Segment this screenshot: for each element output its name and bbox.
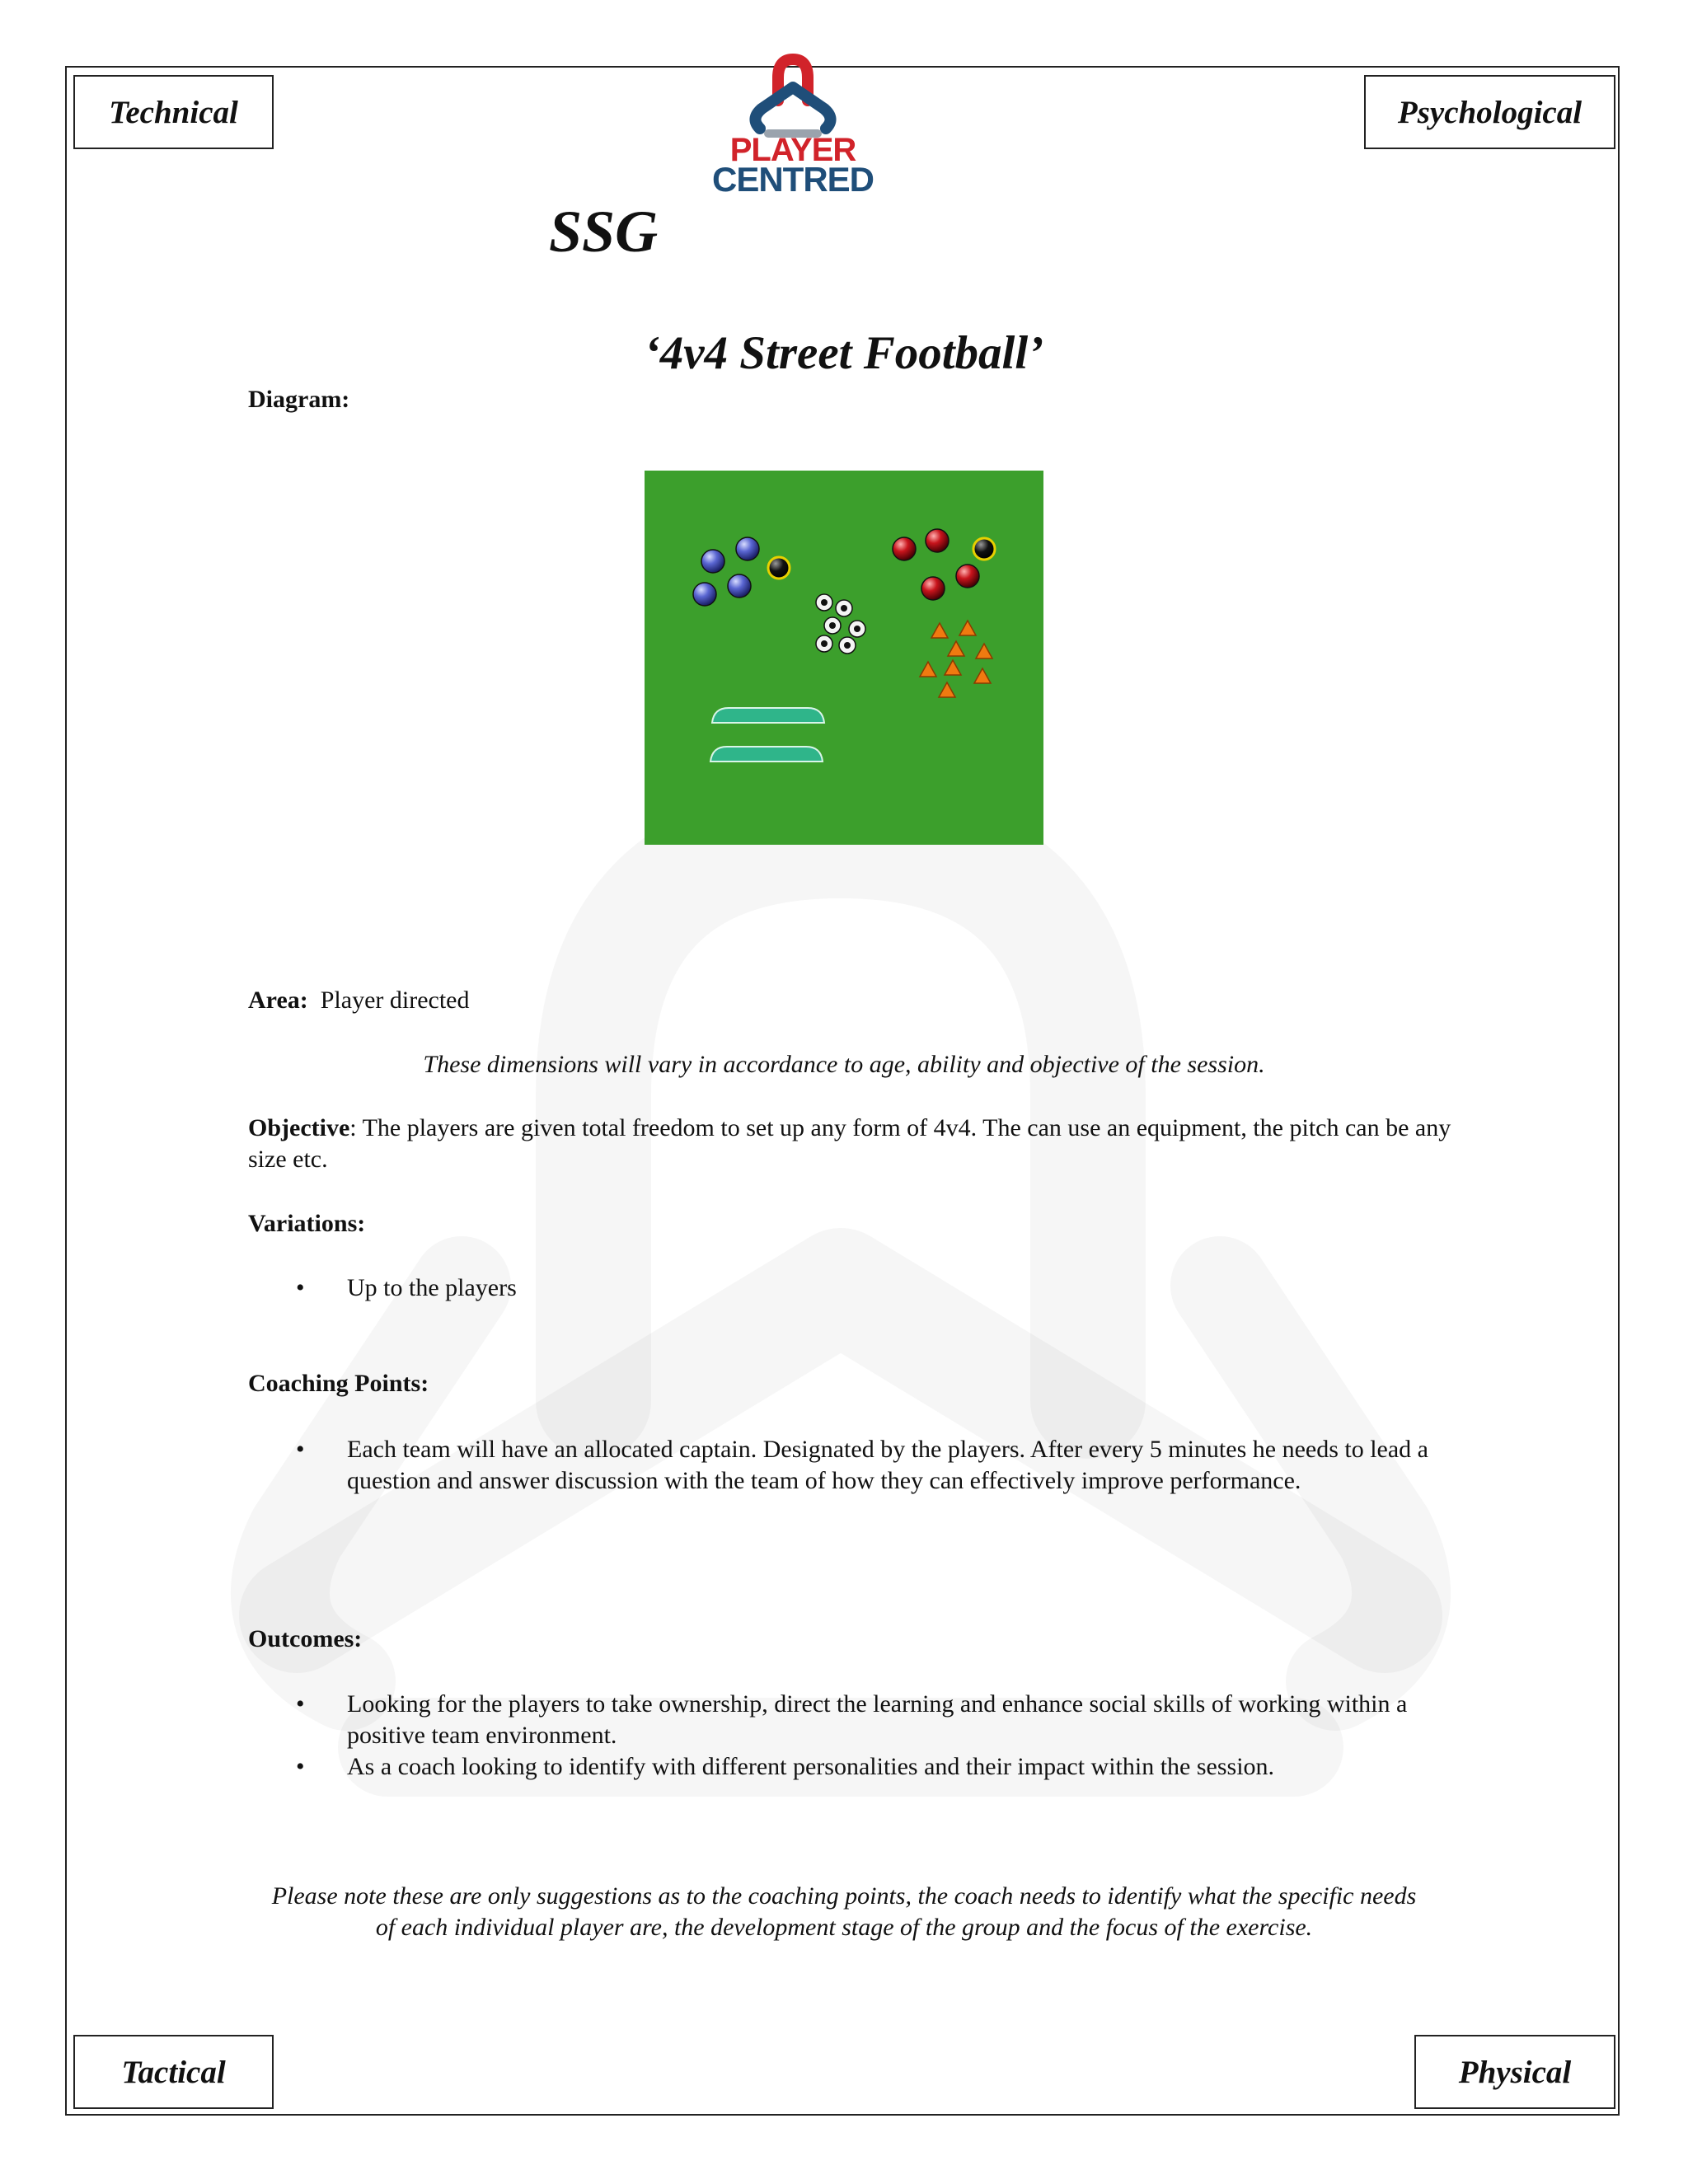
coaching-point-text: Each team will have an allocated captain. Designated by the players. After every 5 minutes he needs to lead a question and answer discussion with the team of how they can effectively improve performance. (347, 1436, 1428, 1494)
area-label: Area: (248, 987, 308, 1014)
area-value: Player directed (320, 987, 470, 1014)
variation-text: Up to the players (347, 1274, 517, 1301)
corner-label-psychological: Psychological (1364, 75, 1615, 149)
red-player (956, 565, 979, 588)
outcome-text: Looking for the players to take ownership, direct the learning and enhance social skills of working within a positive team environment. (347, 1690, 1408, 1749)
red-player (921, 577, 945, 600)
dimensions-note: These dimensions will vary in accordance to age, ability and objective of the session. (423, 1051, 1265, 1078)
diagram-label: Diagram: (248, 386, 350, 413)
logo-emblem-icon (702, 49, 884, 140)
logo-text-centred: CENTRED (711, 160, 874, 199)
red-player (893, 537, 916, 560)
bullet-icon: • (296, 1436, 305, 1463)
football-icon (816, 594, 832, 611)
objective-label: Objective (248, 1114, 350, 1141)
football-icon (816, 635, 832, 652)
footer-note: Please note these are only suggestions as to the coaching points, the coach needs to identify what the specific needs of each individual player are, the development stage of the group and the focus of the exercise. (271, 1882, 1417, 1941)
bullet-icon: • (296, 1690, 305, 1718)
outcomes-list (248, 1689, 1468, 1783)
session-title: ‘4v4 Street Football’ (644, 327, 1044, 379)
red-team-captain (973, 538, 995, 560)
blue-player (693, 583, 716, 606)
corner-label-physical: Physical (1414, 2035, 1615, 2109)
red-player (926, 529, 949, 552)
bullet-icon: • (296, 1274, 305, 1301)
outcomes-heading: Outcomes: (248, 1625, 363, 1652)
list-item (248, 1434, 1468, 1497)
list-item (248, 1272, 1468, 1304)
variations-list (248, 1272, 1468, 1304)
area-line (248, 985, 470, 1016)
goal-icon (710, 747, 823, 762)
football-icon (849, 621, 865, 637)
blue-player (736, 537, 759, 560)
pitch-diagram (645, 471, 1043, 845)
blue-player (701, 550, 724, 573)
outcome-text: As a coach looking to identify with different personalities and their impact within the session. (347, 1753, 1275, 1780)
corner-label-tactical: Tactical (73, 2035, 274, 2109)
football-icon (839, 637, 856, 654)
list-item (248, 1751, 1468, 1783)
corner-label-technical: Technical (73, 75, 274, 149)
logo-text-player: PLAYER (729, 132, 856, 168)
blue-player (728, 574, 751, 598)
football-icon (824, 617, 841, 634)
objective-text: : The players are given total freedom to set up any form of 4v4. The can use an equipment, the pitch can be any size etc. (248, 1114, 1451, 1173)
player-centred-logo (702, 49, 884, 199)
bullet-icon: • (296, 1753, 305, 1780)
objective-paragraph (248, 1113, 1460, 1175)
coaching-points-list (248, 1434, 1468, 1497)
variations-heading: Variations: (248, 1210, 366, 1237)
football-icon (836, 600, 852, 616)
coaching-points-heading: Coaching Points: (248, 1370, 429, 1397)
list-item (248, 1689, 1468, 1751)
blue-team-captain (768, 557, 790, 579)
goal-icon (712, 708, 824, 723)
document-title: SSG (549, 199, 659, 265)
